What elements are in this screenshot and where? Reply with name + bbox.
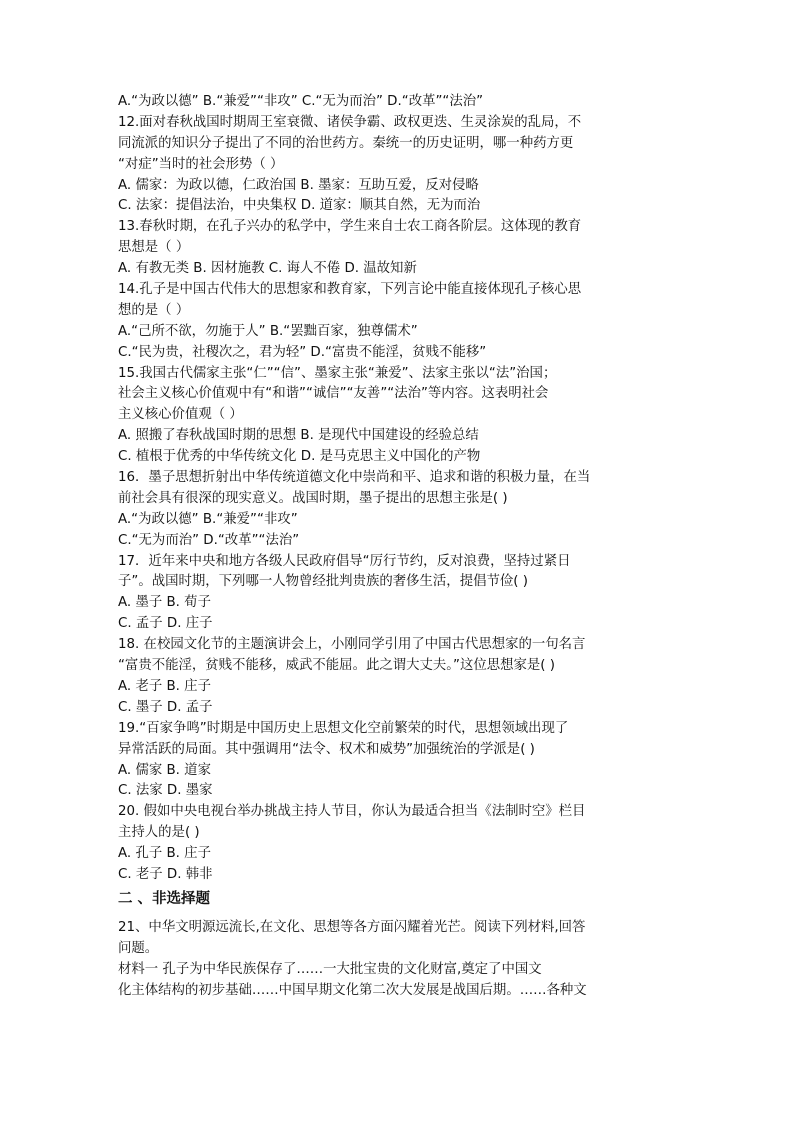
text-line: “富贵不能淫，贫贱不能移，威武不能屈。此之谓大丈夫。”这位思想家是( ) [118, 658, 555, 674]
text-line: C. 孟子 D. 庄子 [118, 616, 213, 632]
text-line: C.“无为而治” D.“改革”“法治” [118, 532, 300, 548]
text-line: 18. 在校园文化节的主题演讲会上，小刚同学引用了中国古代思想家的一句名言 [118, 637, 586, 653]
text-line: 前社会具有很深的现实意义。战国时期，墨子提出的思想主张是( ) [118, 490, 508, 506]
text-line: 12.面对春秋战国时期周王室衰微、诸侯争霸、政权更迭、生灵涂炭的乱局，不 [118, 114, 582, 130]
text-line: A.“己所不欲，勿施于人” B.“罢黜百家，独尊儒术” [118, 323, 418, 339]
text-line: C.“民为贵，社稷次之，君为轻” D.“富贵不能淫，贫贱不能移” [118, 344, 487, 360]
text-line: 同流派的知识分子提出了不同的治世药方。秦统一的历史证明，哪一种药方更 [118, 135, 574, 151]
text-line: C. 法家：提倡法治，中央集权 D. 道家：顺其自然，无为而治 [118, 198, 481, 214]
text-line: 20. 假如中央电视台举办挑战主持人节目，你认为最适合担当《法制时空》栏目 [118, 804, 586, 820]
text-line: 想的是（ ） [118, 302, 190, 318]
section-title: 二 、非选择题 [118, 890, 211, 907]
text-line: A. 孔子 B. 庄子 [118, 846, 211, 862]
text-line: A. 儒家 B. 道家 [118, 762, 211, 778]
text-line: A.“为政以德” B.“兼爱”“非攻” C.“无为而治” D.“改革”“法治” [118, 94, 484, 109]
text-line: 思想是（ ） [118, 240, 190, 256]
question-block-nonchoice [118, 918, 680, 1002]
text-line: 子”。战国时期，下列哪一人物曾经批判贵族的奢侈生活，提倡节俭( ) [118, 574, 528, 590]
text-line: A. 照搬了春秋战国时期的思想 B. 是现代中国建设的经验总结 [118, 428, 479, 444]
text-line: “对症”当时的社会形势（ ） [118, 156, 284, 172]
text-line: 材料一 孔子为中华民族保存了……一大批宝贵的文化财富,奠定了中国文 [118, 961, 542, 977]
text-line: 主持人的是( ) [118, 825, 200, 841]
text-line: C. 植根于优秀的中华传统文化 D. 是马克思主义中国化的产物 [118, 449, 481, 465]
text-line: 17．近年来中央和地方各级人民政府倡导“厉行节约，反对浪费，坚持过紧日 [118, 553, 571, 569]
text-line: 问题。 [118, 940, 159, 956]
text-line: 19.“百家争鸣”时期是中国历史上思想文化空前繁荣的时代，思想领域出现了 [118, 720, 569, 736]
text-line: 社会主义核心价值观中有“和谐”“诚信”“友善”“法治”等内容。这表明社会 [118, 386, 549, 402]
question-block-choice [118, 92, 680, 886]
text-line: 化主体结构的初步基础……中国早期文化第二次大发展是战国后期。……各种文 [118, 982, 587, 998]
text-line: 16．墨子思想折射出中华传统道德文化中崇尚和平、追求和谐的积极力量，在当 [118, 470, 591, 486]
text-line: 主义核心价值观（ ） [118, 407, 243, 423]
document-page [118, 92, 680, 1001]
text-line: A. 老子 B. 庄子 [118, 678, 211, 694]
text-line: A.“为政以德” B.“兼爱”“非攻” [118, 511, 298, 527]
text-line: 异常活跃的局面。其中强调用“法令、权术和威势”加强统治的学派是( ) [118, 741, 535, 757]
text-line: C. 墨子 D. 孟子 [118, 699, 213, 715]
text-line: A. 儒家：为政以德，仁政治国 B. 墨家：互助互爱，反对侵略 [118, 177, 479, 193]
text-line: 14.孔子是中国古代伟大的思想家和教育家，下列言论中能直接体现孔子核心思 [118, 282, 582, 298]
text-line: C. 老子 D. 韩非 [118, 866, 213, 882]
text-line: 21、中华文明源远流长,在文化、思想等各方面闪耀着光芒。阅读下列材料,回答 [118, 919, 586, 935]
text-line: A. 墨子 B. 荀子 [118, 595, 211, 611]
text-line: A. 有教无类 B. 因材施教 C. 诲人不倦 D. 温故知新 [118, 261, 417, 277]
text-line: 13.春秋时期，在孔子兴办的私学中，学生来自士农工商各阶层。这体现的教育 [118, 219, 582, 235]
text-line: 15.我国古代儒家主张“仁”“信”、墨家主张“兼爱”、法家主张以“法”治国； [118, 365, 557, 381]
text-line: C. 法家 D. 墨家 [118, 783, 213, 799]
